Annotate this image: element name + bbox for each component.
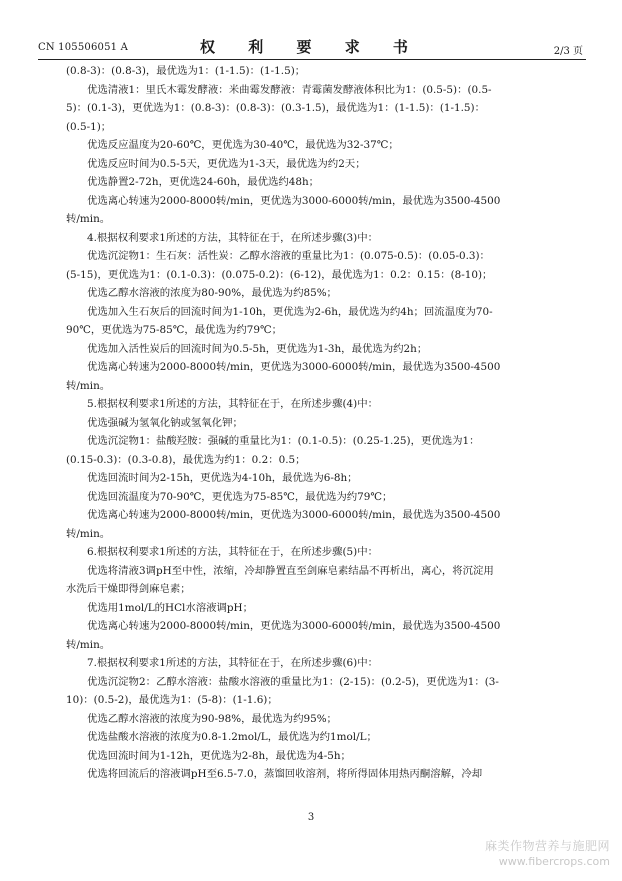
text-line: 转/min。: [66, 379, 111, 392]
text-line: 转/min。: [66, 527, 111, 540]
text-line: 优选加入活性炭后的回流时间为0.5-5h，更优选为1-3h，最优选为约2h；: [87, 342, 428, 355]
text-line: 优选离心转速为2000-8000转/min，更优选为3000-6000转/min，最优选为3500-4500: [87, 509, 501, 521]
text-line: 优选离心转速为2000-8000转/min，更优选为3000-6000转/min，最优选为3500-4500: [87, 194, 501, 207]
watermark-title: 麻类作物营养与施肥网: [484, 839, 610, 853]
text-line: 6.根据权利要求1所述的方法，其特征在于，在所述步骤(5)中：: [87, 546, 379, 558]
text-line: (5-15)，更优选为1：(0.1-0.3)：(0.075-0.2)：(6-12)，最优选为1：0.2：0.15：(8-10)；: [66, 268, 493, 281]
text-line: 优选将回流后的溶液调pH至6.5-7.0，蒸馏回收溶剂，将所得固体用热丙酮溶解，冷却: [87, 768, 483, 780]
text-line: 优选乙醇水溶液的浓度为90-98%，最优选为约95%；: [87, 712, 337, 725]
text-line: 7.根据权利要求1所述的方法，其特征在于，在所述步骤(6)中：: [87, 657, 379, 669]
page-title: 权 利 要 求 书: [200, 38, 422, 56]
text-line: 优选反应时间为0.5-5天，更优选为1-3天，最优选为约2天；: [87, 157, 366, 170]
text-line: (0.8-3)：(0.8-3)，最优选为1：(1-1.5)：(1-1.5)；: [66, 65, 306, 77]
text-line: 90℃，更优选为75-85℃，最优选为约79℃；: [66, 324, 282, 336]
text-line: 优选沉淀物1：生石灰：活性炭：乙醇水溶液的重量比为1：(0.075-0.5)：(0.05-0.3)：: [87, 250, 490, 262]
text-line: 优选回流温度为70-90℃，更优选为75-85℃，最优选为约79℃；: [87, 490, 393, 503]
header-divider: [38, 59, 586, 60]
patent-number: CN 105506051 A: [38, 42, 129, 53]
text-line: 优选加入生石灰后的回流时间为1-10h，更优选为2-6h，最优选为约4h；回流温度为70-: [87, 305, 493, 318]
text-line: 优选回流时间为2-15h，更优选为4-10h，最优选为6-8h；: [87, 472, 358, 484]
text-line: 优选盐酸水溶液的浓度为0.8-1.2mol/L，最优选为约1mol/L；: [87, 731, 377, 743]
text-line: 优选用1mol/L的HCl水溶液调pH；: [87, 601, 254, 614]
text-line: (0.15-0.3)：(0.3-0.8)，最优选为约1：0.2：0.5；: [66, 453, 306, 466]
claims-text: [66, 62, 554, 784]
text-line: 优选沉淀物2：乙醇水溶液：盐酸水溶液的重量比为1：(2-15)：(0.2-5)，更优选为1：(3-: [87, 675, 499, 688]
text-line: 优选离心转速为2000-8000转/min，更优选为3000-6000转/min，最优选为3500-4500: [87, 620, 501, 632]
watermark-url: www.fibercrops.com: [498, 855, 610, 868]
text-line: 优选沉淀物1：盐酸羟胺：强碱的重量比为1：(0.1-0.5)：(0.25-1.25)，更优选为1：: [87, 435, 480, 447]
page-number: 3: [307, 812, 315, 823]
watermark: [485, 839, 610, 869]
text-line: 优选反应温度为20-60℃，更优选为30-40℃，最优选为32-37℃；: [87, 139, 399, 151]
text-line: 水洗后干燥即得剑麻皂素；: [66, 583, 191, 595]
text-line: 优选强碱为氢氧化钠或氢氧化钾；: [87, 416, 243, 429]
text-line: 4.根据权利要求1所述的方法，其特征在于，在所述步骤(3)中：: [87, 231, 379, 244]
text-line: 5.根据权利要求1所述的方法，其特征在于，在所述步骤(4)中：: [87, 398, 379, 410]
text-line: 5)：(0.1-3)，更优选为1：(0.8-3)：(0.8-3)：(0.3-1.5)，最优选为1：(1-1.5)：(1-1.5)：: [66, 102, 485, 114]
text-line: 优选离心转速为2000-8000转/min，更优选为3000-6000转/min，最优选为3500-4500: [87, 361, 501, 373]
text-line: 优选将清液3调pH至中性，浓缩，冷却静置直至剑麻皂素结晶不再析出，离心，将沉淀用: [87, 564, 494, 577]
text-line: (0.5-1)；: [66, 120, 112, 133]
text-line: 10)：(0.5-2)，最优选为1：(5-8)：(1-1.6)；: [66, 694, 278, 706]
text-line: 优选静置2-72h，更优选24-60h，最优选约48h；: [87, 176, 320, 188]
text-line: 优选回流时间为1-12h，更优选为2-8h，最优选为4-5h；: [87, 749, 351, 762]
text-line: 优选乙醇水溶液的浓度为80-90%，最优选为约85%；: [87, 287, 337, 299]
text-line: 优选清液1：里氏木霉发酵液：米曲霉发酵液：青霉菌发酵液体积比为1：(0.5-5)：(0.5-: [87, 83, 492, 96]
text-line: 转/min。: [66, 638, 111, 651]
page-indicator: 2/3 页: [553, 46, 583, 57]
text-line: 转/min。: [66, 213, 111, 225]
